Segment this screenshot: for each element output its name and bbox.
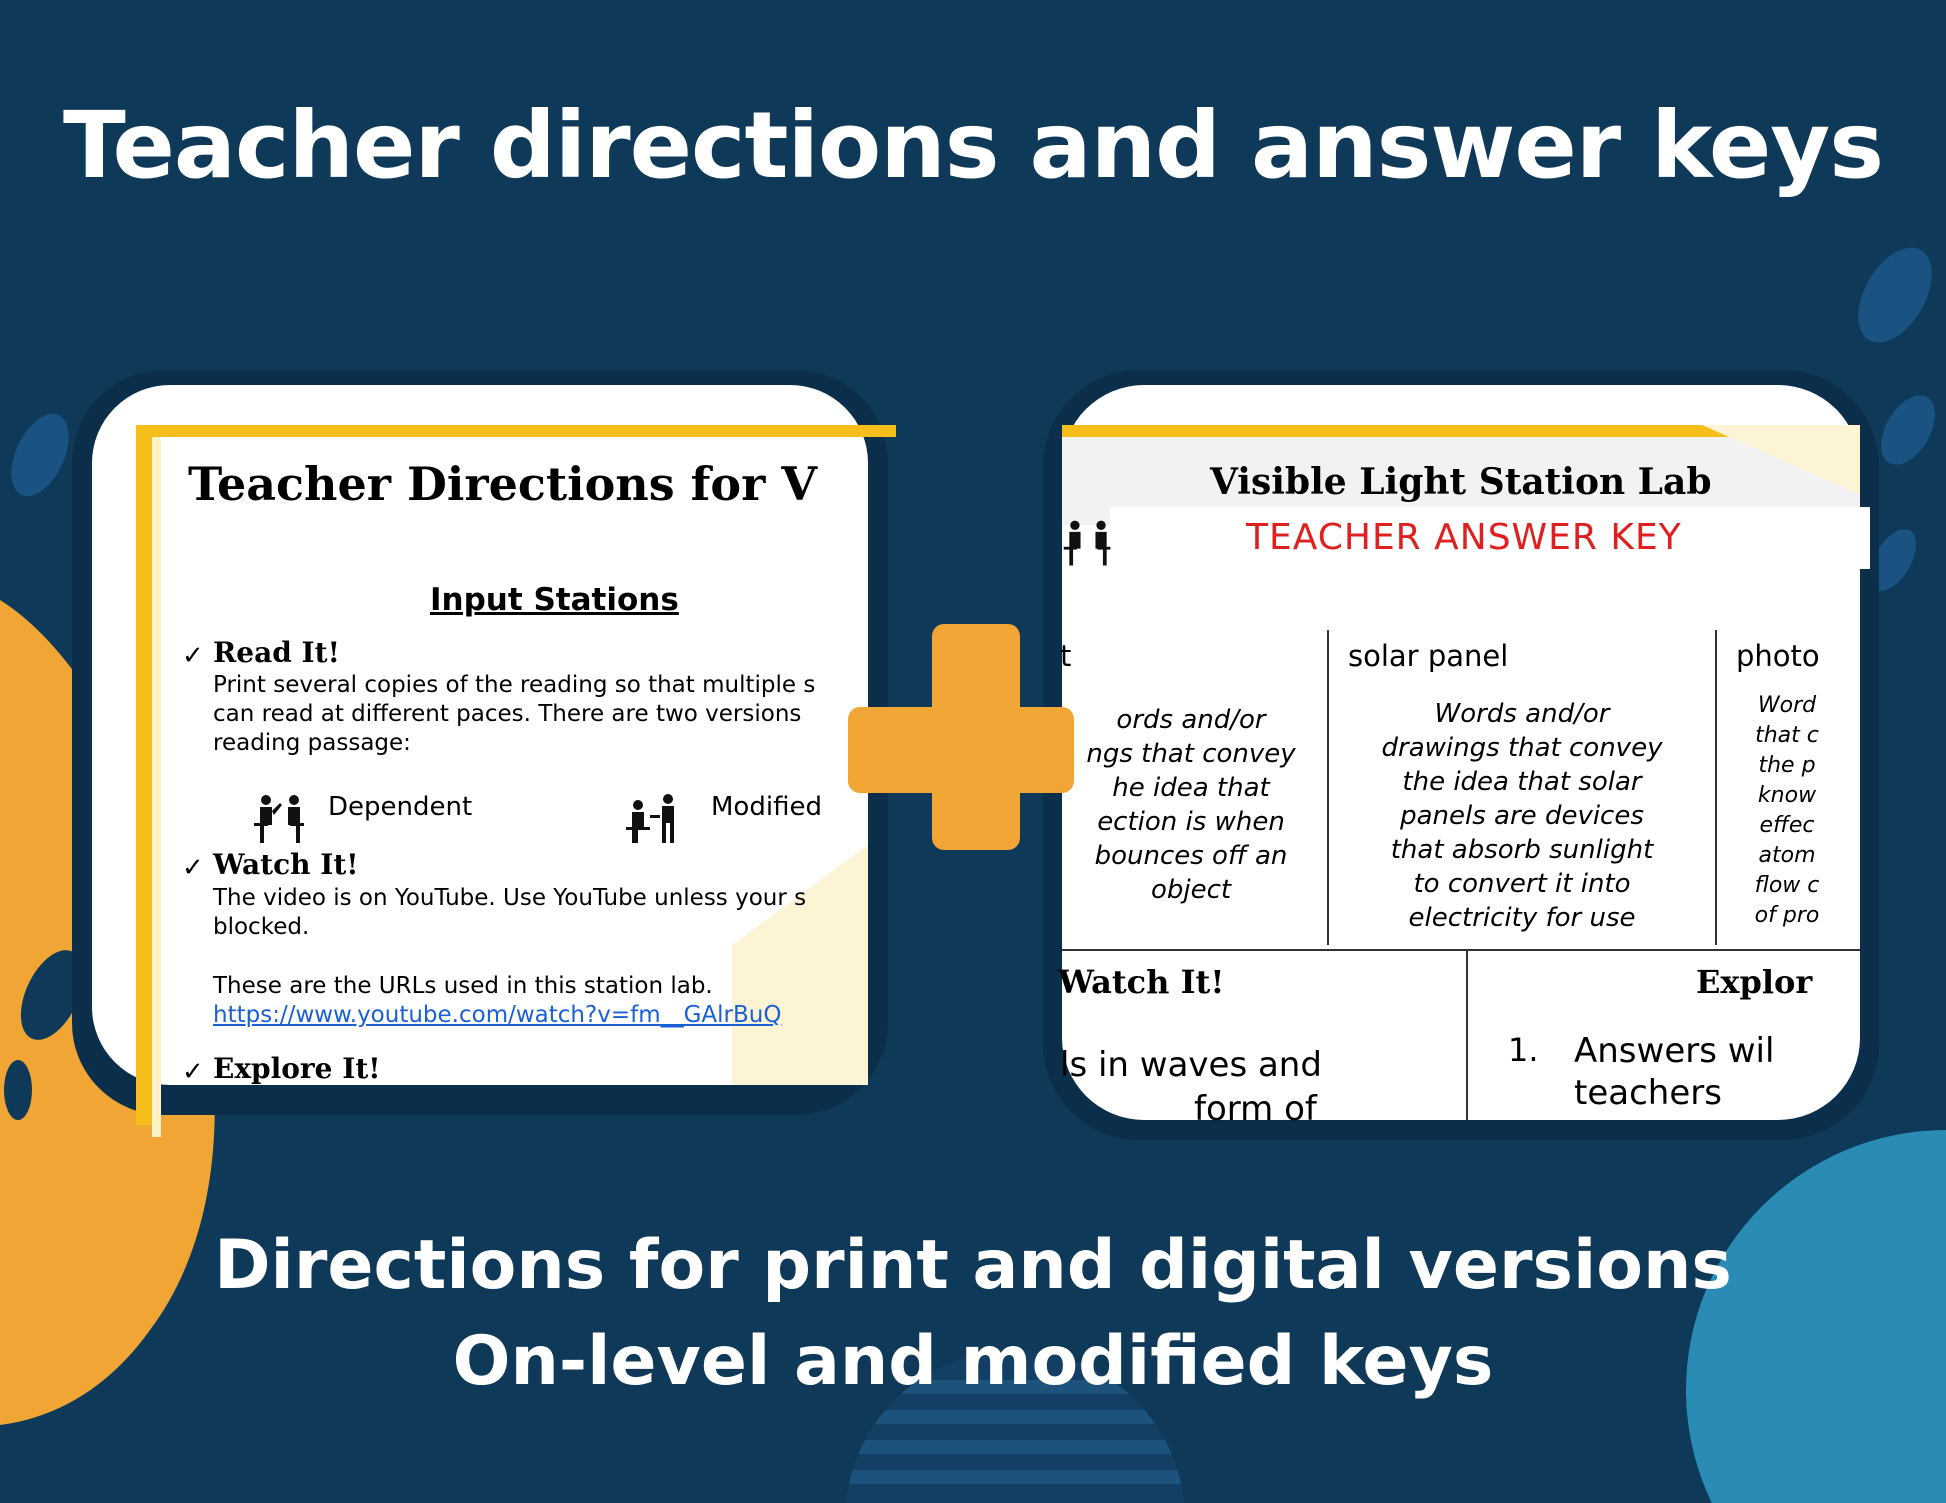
answer-line: drawings that convey — [1381, 733, 1663, 763]
column-header: t — [1060, 639, 1072, 673]
read-it-line: Print several copies of the reading so that multiple s — [213, 672, 816, 698]
teacher-directions-preview — [92, 385, 868, 1085]
youtube-link[interactable]: https://www.youtube.com/watch?v=fm__GAlrBuQ — [213, 1002, 782, 1028]
urls-line: These are the URLs used in this station lab. — [213, 973, 713, 999]
answer-key-preview — [1058, 385, 1860, 1129]
watch-it-answer: ls in waves and — [1060, 1045, 1322, 1085]
answer-line: effec — [1759, 813, 1815, 838]
dependent-students-icon — [250, 793, 310, 847]
dependent-label: Dependent — [328, 792, 473, 822]
doc-heading: Teacher Directions for V — [188, 457, 818, 511]
answer-line: ection is when — [1097, 807, 1285, 837]
answer-line: ords and/or — [1116, 705, 1266, 735]
watch-it-title: Watch It! — [213, 848, 359, 881]
explore-answer: Answers wil — [1574, 1031, 1775, 1071]
watch-it-title: Watch It! — [1058, 963, 1225, 1001]
answer-line: Words and/or — [1434, 699, 1610, 729]
explore-number: 1. — [1508, 1031, 1539, 1069]
answer-line: the idea that solar — [1402, 767, 1642, 797]
answer-cell — [1732, 691, 1842, 931]
answer-line: that absorb sunlight — [1390, 835, 1654, 865]
answer-line: that c — [1755, 723, 1819, 748]
blob-spot-shape — [4, 1060, 32, 1120]
answer-line: he idea that — [1112, 773, 1270, 803]
answer-line: ngs that convey — [1086, 739, 1296, 769]
read-it-title: Read It! — [213, 636, 340, 669]
explore-title: Explor — [1696, 963, 1813, 1001]
answer-line: atom — [1758, 843, 1816, 868]
modified-label: Modified — [711, 792, 822, 822]
read-it-line: can read at different paces. There are two versions — [213, 701, 802, 727]
page-title: Teacher directions and answer keys — [63, 92, 1883, 199]
answer-key-banner: TEACHER ANSWER KEY — [1246, 517, 1682, 558]
answer-line: know — [1757, 783, 1817, 808]
answer-line: bounces off an — [1094, 841, 1288, 871]
checkmark-icon: ✓ — [182, 853, 204, 883]
doc-heading: Visible Light Station Lab — [1210, 461, 1712, 503]
answer-cell — [1330, 697, 1714, 935]
answer-line: flow c — [1754, 873, 1820, 898]
watch-it-answer: form of — [1194, 1089, 1317, 1129]
explore-it-title: Explore It! — [213, 1052, 381, 1085]
section-title: Input Stations — [430, 582, 679, 618]
answer-cell — [1060, 703, 1322, 907]
answer-line: electricity for use — [1408, 903, 1636, 933]
answer-line: Word — [1757, 693, 1817, 718]
answer-line: to convert it into — [1413, 869, 1631, 899]
subtitle-line-2: On-level and modified keys — [452, 1322, 1494, 1401]
explore-answer: teachers — [1574, 1073, 1722, 1113]
column-header: photo — [1736, 639, 1820, 673]
checkmark-icon: ✓ — [182, 641, 204, 671]
modified-students-icon — [624, 793, 684, 847]
watch-it-line: blocked. — [213, 914, 310, 940]
answer-line: of pro — [1754, 903, 1820, 928]
plus-icon — [848, 707, 1074, 793]
checkmark-icon: ✓ — [182, 1057, 204, 1087]
read-it-line: reading passage: — [213, 730, 411, 756]
answer-line: the p — [1758, 753, 1816, 778]
subtitle-line-1: Directions for print and digital versions — [214, 1226, 1732, 1305]
students-icon — [1060, 518, 1116, 570]
watch-it-line: The video is on YouTube. Use YouTube unless your s — [213, 885, 807, 911]
answer-line: object — [1150, 875, 1232, 905]
column-header: solar panel — [1348, 639, 1509, 673]
answer-line: panels are devices — [1400, 801, 1644, 831]
